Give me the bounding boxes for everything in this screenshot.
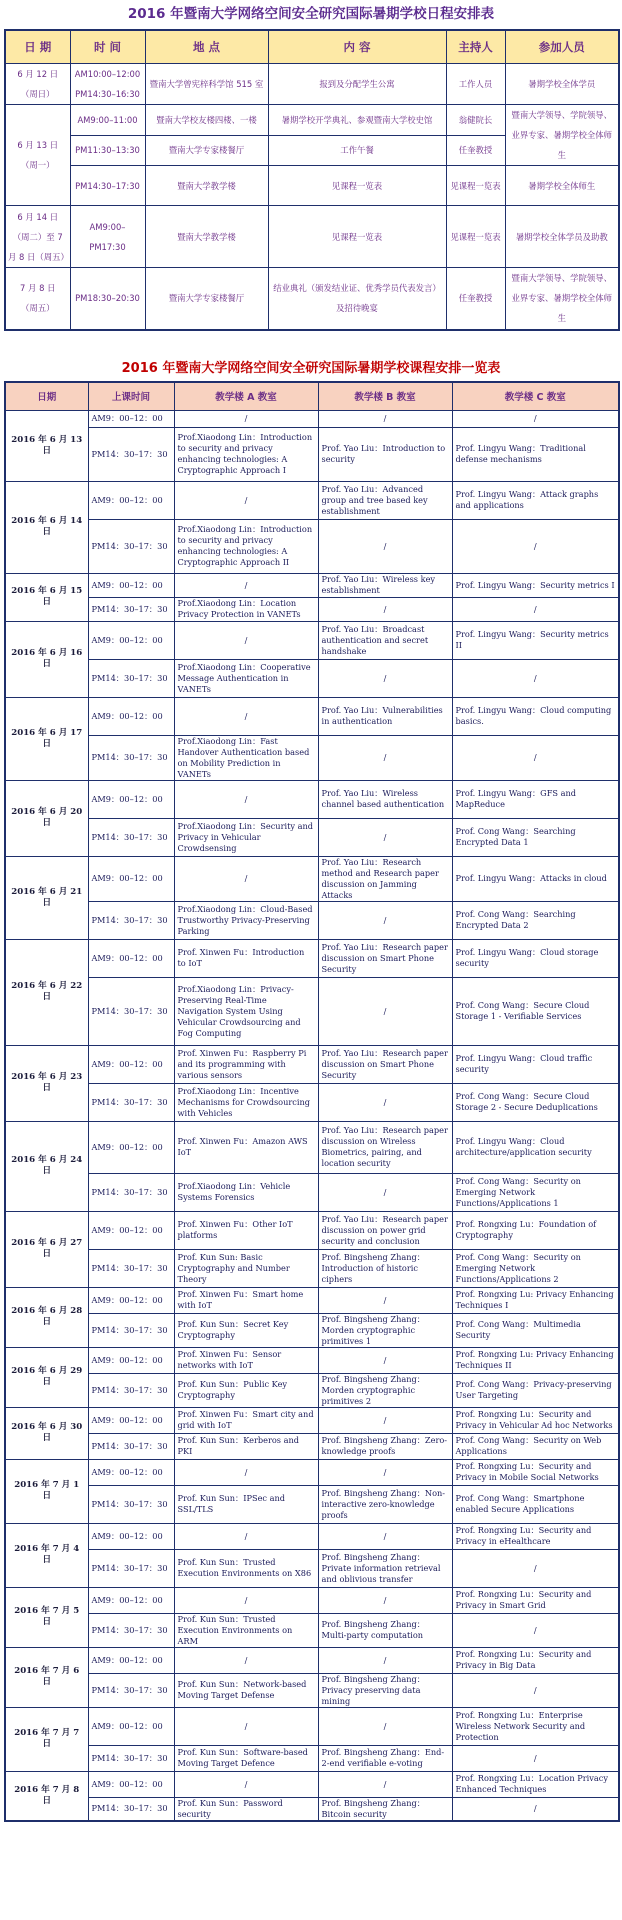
course-row bbox=[5, 735, 619, 780]
course-row bbox=[5, 1707, 619, 1745]
course-date: 2016 年 6 月 16 日 bbox=[5, 621, 88, 697]
course-room-b: Prof. Bingsheng Zhang：Multi-party computation bbox=[318, 1613, 452, 1647]
course-room-b: Prof. Yao Liu：Research paper discussion on Wireless Biometrics, pairing, and location security bbox=[318, 1121, 452, 1173]
course-room-c: / bbox=[452, 1745, 619, 1771]
course-room-c: Prof. Cong Wang：Privacy-preserving User Targeting bbox=[452, 1373, 619, 1407]
document bbox=[4, 0, 618, 1822]
course-time: PM14：30–17：30 bbox=[88, 977, 174, 1045]
course-room-c: Prof. Cong Wang：Searching Encrypted Data 2 bbox=[452, 901, 619, 939]
course-room-b: Prof. Yao Liu：Introduction to security bbox=[318, 427, 452, 481]
schedule-row bbox=[5, 64, 619, 105]
course-room-a: Prof.Xiaodong Lin：Introduction to security and privacy enhancing technologies: A Cryptographic Approach I bbox=[174, 427, 318, 481]
course-row bbox=[5, 1173, 619, 1211]
course-room-b: / bbox=[318, 1287, 452, 1313]
course-room-b: Prof. Bingsheng Zhang：Bitcoin security bbox=[318, 1797, 452, 1821]
course-room-a: Prof. Kun Sun：Secret Key Cryptography bbox=[174, 1313, 318, 1347]
course-date: 2016 年 6 月 23 日 bbox=[5, 1045, 88, 1121]
course-row bbox=[5, 410, 619, 427]
schedule-header-row bbox=[5, 30, 619, 64]
schedule-header-content: 内 容 bbox=[268, 30, 446, 64]
course-row bbox=[5, 1121, 619, 1173]
course-row bbox=[5, 427, 619, 481]
course-room-b: Prof. Yao Liu：Vulnerabilities in authentication bbox=[318, 697, 452, 735]
course-room-c: Prof. Cong Wang：Secure Cloud Storage 2 - Secure Deduplications bbox=[452, 1083, 619, 1121]
course-room-c: Prof. Cong Wang：Searching Encrypted Data 1 bbox=[452, 818, 619, 856]
schedule-row bbox=[5, 268, 619, 330]
course-room-a: Prof.Xiaodong Lin：Introduction to security and privacy enhancing technologies: A Cryptographic Approach II bbox=[174, 519, 318, 573]
schedule-header-place: 地 点 bbox=[145, 30, 268, 64]
course-date: 2016 年 7 月 1 日 bbox=[5, 1459, 88, 1523]
course-time: PM14：30–17：30 bbox=[88, 901, 174, 939]
courses-header-room-c: 教学楼 C 教室 bbox=[452, 382, 619, 411]
course-room-b: Prof. Bingsheng Zhang：Morden cryptographic primitives 2 bbox=[318, 1373, 452, 1407]
course-time: AM9：00–12：00 bbox=[88, 1459, 174, 1485]
schedule-header-people: 参加人员 bbox=[505, 30, 619, 64]
courses-body bbox=[5, 410, 619, 1821]
course-time: AM9：00–12：00 bbox=[88, 573, 174, 597]
course-room-a: Prof. Kun Sun：Kerberos and PKI bbox=[174, 1433, 318, 1459]
course-room-a: / bbox=[174, 780, 318, 818]
course-room-b: Prof. Bingsheng Zhang：End-2-end verifiable e-voting bbox=[318, 1745, 452, 1771]
course-time: PM14：30–17：30 bbox=[88, 1433, 174, 1459]
course-room-a: Prof. Kun Sun：Software-based Moving Target Defence bbox=[174, 1745, 318, 1771]
schedule-place: 暨南大学曾宪梓科学馆 515 室 bbox=[145, 64, 268, 105]
course-date: 2016 年 6 月 17 日 bbox=[5, 697, 88, 780]
course-time: PM14：30–17：30 bbox=[88, 1313, 174, 1347]
course-room-b: Prof. Yao Liu：Wireless channel based authentication bbox=[318, 780, 452, 818]
course-room-c: / bbox=[452, 735, 619, 780]
schedule-content: 工作午餐 bbox=[268, 135, 446, 166]
schedule-host: 翁健院长 bbox=[446, 105, 505, 136]
course-row bbox=[5, 597, 619, 621]
courses-title: 2016 年暨南大学网络空间安全研究国际暑期学校课程安排一览表 bbox=[121, 360, 501, 376]
course-room-b: / bbox=[318, 1771, 452, 1797]
course-room-a: Prof. Kun Sun: Basic Cryptography and Number Theory bbox=[174, 1249, 318, 1287]
course-room-b: / bbox=[318, 735, 452, 780]
course-room-b: / bbox=[318, 410, 452, 427]
course-room-a: Prof. Xinwen Fu：Introduction to IoT bbox=[174, 939, 318, 977]
schedule-time: PM18:30–20:30 bbox=[70, 268, 145, 330]
schedule-title: 2016 年暨南大学网络空间安全研究国际暑期学校日程安排表 bbox=[127, 6, 495, 22]
course-room-a: Prof.Xiaodong Lin：Incentive Mechanisms for Crowdsourcing with Vehicles bbox=[174, 1083, 318, 1121]
course-time: AM9：00–12：00 bbox=[88, 939, 174, 977]
course-time: PM14：30–17：30 bbox=[88, 1613, 174, 1647]
course-room-b: Prof. Bingsheng Zhang：Zero-knowledge proofs bbox=[318, 1433, 452, 1459]
schedule-host: 工作人员 bbox=[446, 64, 505, 105]
course-time: PM14：30–17：30 bbox=[88, 1173, 174, 1211]
course-date: 2016 年 7 月 5 日 bbox=[5, 1587, 88, 1647]
course-row bbox=[5, 1797, 619, 1821]
course-time: AM9：00–12：00 bbox=[88, 1347, 174, 1373]
course-room-b: Prof. Yao Liu：Broadcast authentication and secret handshake bbox=[318, 621, 452, 659]
course-room-a: / bbox=[174, 1523, 318, 1549]
course-time: PM14：30–17：30 bbox=[88, 1373, 174, 1407]
schedule-place: 暨南大学教学楼 bbox=[145, 206, 268, 268]
course-room-b: / bbox=[318, 901, 452, 939]
course-time: AM9：00–12：00 bbox=[88, 481, 174, 519]
course-room-b: Prof. Yao Liu：Research method and Research paper discussion on Jamming Attacks bbox=[318, 856, 452, 901]
course-room-c: Prof. Lingyu Wang：Traditional defense mechanisms bbox=[452, 427, 619, 481]
course-room-c: Prof. Lingyu Wang：Attacks in cloud bbox=[452, 856, 619, 901]
schedule-date: 7 月 8 日 （周五） bbox=[5, 268, 70, 330]
schedule-date: 6 月 13 日 （周一） bbox=[5, 105, 70, 206]
course-room-c: / bbox=[452, 1797, 619, 1821]
course-room-c: Prof. Cong Wang：Security on Emerging Network Functions/Applications 2 bbox=[452, 1249, 619, 1287]
course-row bbox=[5, 977, 619, 1045]
course-room-a: Prof.Xiaodong Lin：Security and Privacy in Vehicular Crowdsensing bbox=[174, 818, 318, 856]
course-room-b: Prof. Yao Liu：Research paper discussion on power grid security and conclusion bbox=[318, 1211, 452, 1249]
schedule-table bbox=[4, 29, 620, 331]
course-row bbox=[5, 1771, 619, 1797]
course-room-c: Prof. Rongxing Lu: Privacy Enhancing Techniques II bbox=[452, 1347, 619, 1373]
course-room-c: / bbox=[452, 1613, 619, 1647]
schedule-host: 任奎教授 bbox=[446, 135, 505, 166]
course-room-b: / bbox=[318, 1173, 452, 1211]
schedule-content: 暑期学校开学典礼、参观暨南大学校史馆 bbox=[268, 105, 446, 136]
course-room-c: Prof. Lingyu Wang：Cloud traffic security bbox=[452, 1045, 619, 1083]
course-date: 2016 年 7 月 6 日 bbox=[5, 1647, 88, 1707]
schedule-content: 报到及分配学生公寓 bbox=[268, 64, 446, 105]
course-date: 2016 年 6 月 27 日 bbox=[5, 1211, 88, 1287]
course-room-a: Prof. Kun Sun：IPSec and SSL/TLS bbox=[174, 1485, 318, 1523]
course-row bbox=[5, 1587, 619, 1613]
schedule-content: 结业典礼（颁发结业证、优秀学员代表发言）及招待晚宴 bbox=[268, 268, 446, 330]
course-room-a: Prof. Xinwen Fu：Other IoT platforms bbox=[174, 1211, 318, 1249]
course-date: 2016 年 6 月 22 日 bbox=[5, 939, 88, 1045]
course-room-c: Prof. Rongxing Lu：Foundation of Cryptography bbox=[452, 1211, 619, 1249]
course-room-a: Prof.Xiaodong Lin：Vehicle Systems Forensics bbox=[174, 1173, 318, 1211]
course-date: 2016 年 6 月 21 日 bbox=[5, 856, 88, 939]
course-row bbox=[5, 1613, 619, 1647]
course-row bbox=[5, 780, 619, 818]
course-room-a: Prof. Xinwen Fu：Smart home with IoT bbox=[174, 1287, 318, 1313]
course-room-a: Prof. Xinwen Fu：Sensor networks with IoT bbox=[174, 1347, 318, 1373]
course-room-b: / bbox=[318, 818, 452, 856]
schedule-place: 暨南大学教学楼 bbox=[145, 166, 268, 206]
course-room-a: Prof. Xinwen Fu：Smart city and grid with IoT bbox=[174, 1407, 318, 1433]
course-time: AM9：00–12：00 bbox=[88, 697, 174, 735]
course-row bbox=[5, 901, 619, 939]
course-date: 2016 年 6 月 13 日 bbox=[5, 410, 88, 481]
course-time: AM9：00–12：00 bbox=[88, 1707, 174, 1745]
course-room-b: / bbox=[318, 1407, 452, 1433]
course-time: AM9：00–12：00 bbox=[88, 1045, 174, 1083]
course-room-a: Prof. Xinwen Fu：Raspberry Pi and its programming with various sensors bbox=[174, 1045, 318, 1083]
course-room-c: / bbox=[452, 1549, 619, 1587]
course-room-c: Prof. Lingyu Wang：GFS and MapReduce bbox=[452, 780, 619, 818]
course-time: AM9：00–12：00 bbox=[88, 1287, 174, 1313]
course-room-a: / bbox=[174, 481, 318, 519]
schedule-time: AM9:00–PM17:30 bbox=[70, 206, 145, 268]
course-time: PM14：30–17：30 bbox=[88, 519, 174, 573]
course-time: PM14：30–17：30 bbox=[88, 1249, 174, 1287]
course-room-a: / bbox=[174, 1771, 318, 1797]
course-row bbox=[5, 1407, 619, 1433]
course-room-a: Prof. Kun Sun：Trusted Execution Environments on ARM bbox=[174, 1613, 318, 1647]
course-time: PM14：30–17：30 bbox=[88, 427, 174, 481]
course-row bbox=[5, 659, 619, 697]
course-room-b: Prof. Bingsheng Zhang：Introduction of historic ciphers bbox=[318, 1249, 452, 1287]
course-time: AM9：00–12：00 bbox=[88, 1407, 174, 1433]
course-row bbox=[5, 1313, 619, 1347]
course-room-a: Prof. Kun Sun：Public Key Cryptography bbox=[174, 1373, 318, 1407]
course-time: AM9：00–12：00 bbox=[88, 1121, 174, 1173]
course-row bbox=[5, 697, 619, 735]
schedule-host: 见课程一览表 bbox=[446, 166, 505, 206]
course-time: PM14：30–17：30 bbox=[88, 1673, 174, 1707]
schedule-people: 暨南大学领导、学院领导、业界专家、暑期学校全体师生 bbox=[505, 268, 619, 330]
course-room-a: / bbox=[174, 1459, 318, 1485]
courses-table bbox=[4, 381, 620, 1823]
schedule-time: PM11:30–13:30 bbox=[70, 135, 145, 166]
course-time: PM14：30–17：30 bbox=[88, 818, 174, 856]
course-date: 2016 年 6 月 14 日 bbox=[5, 481, 88, 573]
course-room-a: / bbox=[174, 1707, 318, 1745]
schedule-place: 暨南大学专家楼餐厅 bbox=[145, 135, 268, 166]
course-row bbox=[5, 481, 619, 519]
schedule-place: 暨南大学专家楼餐厅 bbox=[145, 268, 268, 330]
course-time: PM14：30–17：30 bbox=[88, 597, 174, 621]
course-time: AM9：00–12：00 bbox=[88, 1771, 174, 1797]
course-row bbox=[5, 573, 619, 597]
schedule-time: PM14:30–17:30 bbox=[70, 166, 145, 206]
schedule-people: 暨南大学领导、学院领导、业界专家、暑期学校全体师生 bbox=[505, 105, 619, 166]
course-room-c: Prof. Rongxing Lu：Security and Privacy in Vehicular Ad hoc Networks bbox=[452, 1407, 619, 1433]
course-row bbox=[5, 1211, 619, 1249]
course-room-a: Prof. Kun Sun：Password security bbox=[174, 1797, 318, 1821]
schedule-content: 见课程一览表 bbox=[268, 166, 446, 206]
course-date: 2016 年 6 月 20 日 bbox=[5, 780, 88, 856]
schedule-people: 暑期学校全体学员 bbox=[505, 64, 619, 105]
course-row bbox=[5, 1433, 619, 1459]
course-time: AM9：00–12：00 bbox=[88, 1211, 174, 1249]
course-room-a: / bbox=[174, 1647, 318, 1673]
course-room-c: Prof. Rongxing Lu：Security and Privacy in Smart Grid bbox=[452, 1587, 619, 1613]
course-room-a: / bbox=[174, 1587, 318, 1613]
course-room-a: Prof. Kun Sun：Trusted Execution Environments on X86 bbox=[174, 1549, 318, 1587]
course-room-b: Prof. Bingsheng Zhang：Private information retrieval and oblivious transfer bbox=[318, 1549, 452, 1587]
course-room-c: Prof. Cong Wang：Secure Cloud Storage 1 - Verifiable Services bbox=[452, 977, 619, 1045]
course-date: 2016 年 6 月 24 日 bbox=[5, 1121, 88, 1211]
course-row bbox=[5, 1459, 619, 1485]
course-time: PM14：30–17：30 bbox=[88, 659, 174, 697]
course-row bbox=[5, 1485, 619, 1523]
course-room-a: / bbox=[174, 697, 318, 735]
schedule-date: 6 月 12 日 （周日） bbox=[5, 64, 70, 105]
course-room-a: Prof.Xiaodong Lin：Cloud-Based Trustworthy Privacy-Preserving Parking bbox=[174, 901, 318, 939]
courses-header-room-b: 教学楼 B 教室 bbox=[318, 382, 452, 411]
schedule-row bbox=[5, 206, 619, 268]
course-row bbox=[5, 1523, 619, 1549]
course-row bbox=[5, 939, 619, 977]
course-row bbox=[5, 1673, 619, 1707]
course-time: AM9：00–12：00 bbox=[88, 1587, 174, 1613]
course-room-c: Prof. Lingyu Wang：Attack graphs and applications bbox=[452, 481, 619, 519]
course-time: AM9：00–12：00 bbox=[88, 621, 174, 659]
schedule-header-time: 时 间 bbox=[70, 30, 145, 64]
course-room-a: Prof.Xiaodong Lin：Location Privacy Protection in VANETs bbox=[174, 597, 318, 621]
course-row bbox=[5, 621, 619, 659]
course-row bbox=[5, 1745, 619, 1771]
course-date: 2016 年 6 月 15 日 bbox=[5, 573, 88, 621]
course-room-a: Prof. Xinwen Fu：Amazon AWS IoT bbox=[174, 1121, 318, 1173]
course-time: PM14：30–17：30 bbox=[88, 1745, 174, 1771]
course-room-b: Prof. Yao Liu：Research paper discussion on Smart Phone Security bbox=[318, 939, 452, 977]
course-room-a: / bbox=[174, 410, 318, 427]
course-room-b: / bbox=[318, 1523, 452, 1549]
course-room-c: Prof. Cong Wang：Smartphone enabled Secure Applications bbox=[452, 1485, 619, 1523]
course-row bbox=[5, 1373, 619, 1407]
course-room-c: / bbox=[452, 1673, 619, 1707]
course-row bbox=[5, 1083, 619, 1121]
course-room-c: / bbox=[452, 659, 619, 697]
course-room-a: / bbox=[174, 856, 318, 901]
course-time: PM14：30–17：30 bbox=[88, 1485, 174, 1523]
course-time: PM14：30–17：30 bbox=[88, 1797, 174, 1821]
course-room-b: Prof. Bingsheng Zhang：Morden cryptographic primitives 1 bbox=[318, 1313, 452, 1347]
course-room-b: / bbox=[318, 1083, 452, 1121]
course-date: 2016 年 7 月 8 日 bbox=[5, 1771, 88, 1821]
schedule-time: AM9:00–11:00 bbox=[70, 105, 145, 136]
course-room-c: Prof. Lingyu Wang：Cloud storage security bbox=[452, 939, 619, 977]
courses-header-date: 日期 bbox=[5, 382, 88, 411]
course-time: PM14：30–17：30 bbox=[88, 735, 174, 780]
schedule-people: 暑期学校全体学员及助教 bbox=[505, 206, 619, 268]
course-room-c: Prof. Rongxing Lu：Security and Privacy in eHealthcare bbox=[452, 1523, 619, 1549]
course-row bbox=[5, 1045, 619, 1083]
course-room-c: Prof. Cong Wang：Security on Emerging Network Functions/Applications 1 bbox=[452, 1173, 619, 1211]
courses-header-time: 上课时间 bbox=[88, 382, 174, 411]
course-room-a: Prof.Xiaodong Lin：Cooperative Message Authentication in VANETs bbox=[174, 659, 318, 697]
schedule-content: 见课程一览表 bbox=[268, 206, 446, 268]
course-room-c: Prof. Rongxing Lu：Security and Privacy in Big Data bbox=[452, 1647, 619, 1673]
course-row bbox=[5, 1647, 619, 1673]
course-room-b: Prof. Yao Liu：Advanced group and tree based key establishment bbox=[318, 481, 452, 519]
courses-header-row bbox=[5, 382, 619, 411]
schedule-host: 任奎教授 bbox=[446, 268, 505, 330]
course-row bbox=[5, 519, 619, 573]
schedule-row bbox=[5, 105, 619, 136]
course-room-c: Prof. Rongxing Lu：Security and Privacy in Mobile Social Networks bbox=[452, 1459, 619, 1485]
course-room-a: / bbox=[174, 573, 318, 597]
course-room-b: Prof. Bingsheng Zhang：Privacy preserving data mining bbox=[318, 1673, 452, 1707]
course-date: 2016 年 6 月 30 日 bbox=[5, 1407, 88, 1459]
course-time: PM14：30–17：30 bbox=[88, 1083, 174, 1121]
course-room-a: Prof.Xiaodong Lin：Privacy-Preserving Real-Time Navigation System Using Vehicular Crowdsourcing and Fog Computing bbox=[174, 977, 318, 1045]
course-room-a: Prof. Kun Sun：Network-based Moving Target Defense bbox=[174, 1673, 318, 1707]
course-room-b: / bbox=[318, 1347, 452, 1373]
schedule-header-date: 日 期 bbox=[5, 30, 70, 64]
course-room-b: / bbox=[318, 597, 452, 621]
course-time: AM9：00–12：00 bbox=[88, 410, 174, 427]
course-room-c: Prof. Lingyu Wang：Security metrics II bbox=[452, 621, 619, 659]
course-room-b: / bbox=[318, 977, 452, 1045]
course-time: AM9：00–12：00 bbox=[88, 1647, 174, 1673]
course-row bbox=[5, 1549, 619, 1587]
schedule-header-host: 主持人 bbox=[446, 30, 505, 64]
course-row bbox=[5, 1347, 619, 1373]
course-room-c: Prof. Lingyu Wang：Cloud computing basics. bbox=[452, 697, 619, 735]
course-room-b: / bbox=[318, 659, 452, 697]
course-room-c: Prof. Rongxing Lu: Privacy Enhancing Techniques I bbox=[452, 1287, 619, 1313]
schedule-place: 暨南大学校友楼四楼、一楼 bbox=[145, 105, 268, 136]
courses-header-room-a: 教学楼 A 教室 bbox=[174, 382, 318, 411]
course-room-b: / bbox=[318, 519, 452, 573]
schedule-host: 见课程一览表 bbox=[446, 206, 505, 268]
course-room-a: Prof.Xiaodong Lin：Fast Handover Authentication based on Mobility Prediction in VANETs bbox=[174, 735, 318, 780]
schedule-date: 6 月 14 日 （周二）至 7 月 8 日（周五） bbox=[5, 206, 70, 268]
course-time: PM14：30–17：30 bbox=[88, 1549, 174, 1587]
course-row bbox=[5, 1287, 619, 1313]
course-row bbox=[5, 856, 619, 901]
course-room-c: Prof. Rongxing Lu：Location Privacy Enhanced Techniques bbox=[452, 1771, 619, 1797]
course-row bbox=[5, 818, 619, 856]
schedule-row bbox=[5, 166, 619, 206]
course-date: 2016 年 7 月 4 日 bbox=[5, 1523, 88, 1587]
course-room-c: / bbox=[452, 519, 619, 573]
course-room-b: / bbox=[318, 1587, 452, 1613]
course-date: 2016 年 7 月 7 日 bbox=[5, 1707, 88, 1771]
course-room-c: Prof. Cong Wang：Security on Web Applications bbox=[452, 1433, 619, 1459]
course-room-b: / bbox=[318, 1459, 452, 1485]
course-room-b: Prof. Yao Liu：Research paper discussion on Smart Phone Security bbox=[318, 1045, 452, 1083]
course-time: AM9：00–12：00 bbox=[88, 780, 174, 818]
course-row bbox=[5, 1249, 619, 1287]
course-room-c: Prof. Cong Wang：Multimedia Security bbox=[452, 1313, 619, 1347]
course-room-b: / bbox=[318, 1707, 452, 1745]
course-room-b: / bbox=[318, 1647, 452, 1673]
course-room-c: Prof. Lingyu Wang：Security metrics I bbox=[452, 573, 619, 597]
course-date: 2016 年 6 月 29 日 bbox=[5, 1347, 88, 1407]
course-date: 2016 年 6 月 28 日 bbox=[5, 1287, 88, 1347]
course-room-c: Prof. Lingyu Wang：Cloud architecture/application security bbox=[452, 1121, 619, 1173]
course-room-c: Prof. Rongxing Lu：Enterprise Wireless Network Security and Protection bbox=[452, 1707, 619, 1745]
course-room-c: / bbox=[452, 410, 619, 427]
schedule-people: 暑期学校全体师生 bbox=[505, 166, 619, 206]
course-room-b: Prof. Bingsheng Zhang：Non-interactive zero-knowledge proofs bbox=[318, 1485, 452, 1523]
course-time: AM9：00–12：00 bbox=[88, 856, 174, 901]
schedule-time: AM10:00–12:00 PM14:30–16:30 bbox=[70, 64, 145, 105]
course-room-c: / bbox=[452, 597, 619, 621]
course-time: AM9：00–12：00 bbox=[88, 1523, 174, 1549]
course-room-b: Prof. Yao Liu：Wireless key establishment bbox=[318, 573, 452, 597]
course-room-a: / bbox=[174, 621, 318, 659]
